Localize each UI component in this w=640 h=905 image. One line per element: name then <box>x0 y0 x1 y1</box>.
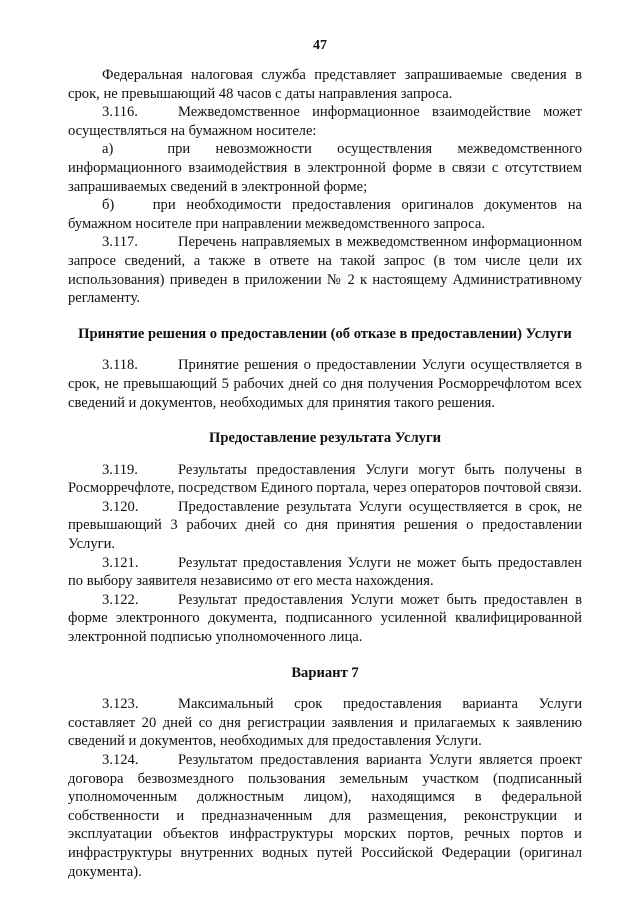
clause-number: 3.122. <box>102 591 139 608</box>
clause-number: 3.124. <box>102 752 139 768</box>
paragraph-3-116 <box>68 103 582 140</box>
section-heading-variant: Вариант 7 <box>291 664 359 681</box>
clause-letter: а) <box>102 141 114 158</box>
paragraph-3-118 <box>68 356 582 412</box>
paragraph-text: Максимальный срок предоставления варианта Услуги составляет 20 дней со дня регистрации заявления и прилагаемых к заявлению сведений и документов, необходимых для предоставления Услуги. <box>68 696 582 750</box>
paragraph-text: Перечень направляемых в межведомственном информационном запросе сведений, а также в ответе на такой запрос (в том числе цели их использования) приведен в приложении № 2 к настоящему Административному регламенту. <box>68 234 582 307</box>
clause-number: 3.120. <box>102 498 139 515</box>
paragraph-3-124 <box>68 751 582 881</box>
paragraph-text: при невозможности осуществления межведомственного информационного взаимодействия в электронной форме в связи с отсутствием запрашиваемых сведений в электронной форме; <box>68 141 582 195</box>
clause-number: 3.119. <box>102 461 138 478</box>
paragraph-3-120 <box>68 498 582 554</box>
clause-number: 3.116. <box>102 104 138 121</box>
paragraph-text: Результат предоставления Услуги может быть предоставлен в форме электронного документа, подписанного усиленной квалифицированной электронной подписью уполномоченного лица. <box>68 591 582 646</box>
paragraph <box>68 66 582 103</box>
clause-number: 3.121. <box>102 554 139 571</box>
paragraph-3-121 <box>68 554 582 591</box>
clause-number: 3.123. <box>102 696 139 713</box>
subparagraph-a <box>68 140 582 196</box>
clause-number: 3.118. <box>102 357 138 374</box>
subparagraph-b <box>68 196 582 233</box>
document-body <box>68 66 582 881</box>
paragraph-text: Результатом предоставления варианта Услуги является проект договора безвозмездного пользования земельным участком (подписанный уполномоченным должностным лицом), находящимся в федеральной собственности и предназначенным для размещения, реконструкции и эксплуатации объектов инфраструктуры морских портов, речных портов и инфраструктуры внутренних водных путей Российской Федерации (оригинал документа). <box>68 752 582 880</box>
clause-number: 3.117. <box>102 234 138 251</box>
paragraph-text: Результаты предоставления Услуги могут быть получены в Росморречфлоте, посредством Единого портала, через операторов почтовой связи. <box>68 461 582 497</box>
paragraph-text: Предоставление результата Услуги осуществляется в срок, не превышающий 3 рабочих дней со дня принятия решения о предоставлении Услуги. <box>68 498 582 553</box>
section-heading-decision: Принятие решения о предоставлении (об отказе в предоставлении) Услуги <box>78 325 572 342</box>
section-heading-result: Предоставление результата Услуги <box>209 430 441 447</box>
paragraph-text: Федеральная налоговая служба представляет запрашиваемые сведения в срок, не превышающий 48 часов с даты направления запроса. <box>68 67 582 102</box>
paragraph-3-119 <box>68 461 582 498</box>
page-number: 47 <box>313 38 327 53</box>
paragraph-3-122 <box>68 591 582 647</box>
paragraph-text: Результат предоставления Услуги не может быть предоставлен по выбору заявителя независимо от его места нахождения. <box>68 554 582 590</box>
paragraph-text: при необходимости предоставления оригиналов документов на бумажном носителе при направлении межведомственного запроса. <box>68 197 582 232</box>
paragraph-3-117 <box>68 233 582 307</box>
paragraph-3-123 <box>68 695 582 751</box>
clause-letter: б) <box>102 197 115 214</box>
paragraph-text: Принятие решения о предоставлении Услуги осуществляется в срок, не превышающий 5 рабочих дней со дня получения Росморречфлотом всех сведений и документов, необходимых для принятия такого решения. <box>68 357 582 411</box>
paragraph-text: Межведомственное информационное взаимодействие может осуществляться на бумажном носителе: <box>68 104 582 139</box>
